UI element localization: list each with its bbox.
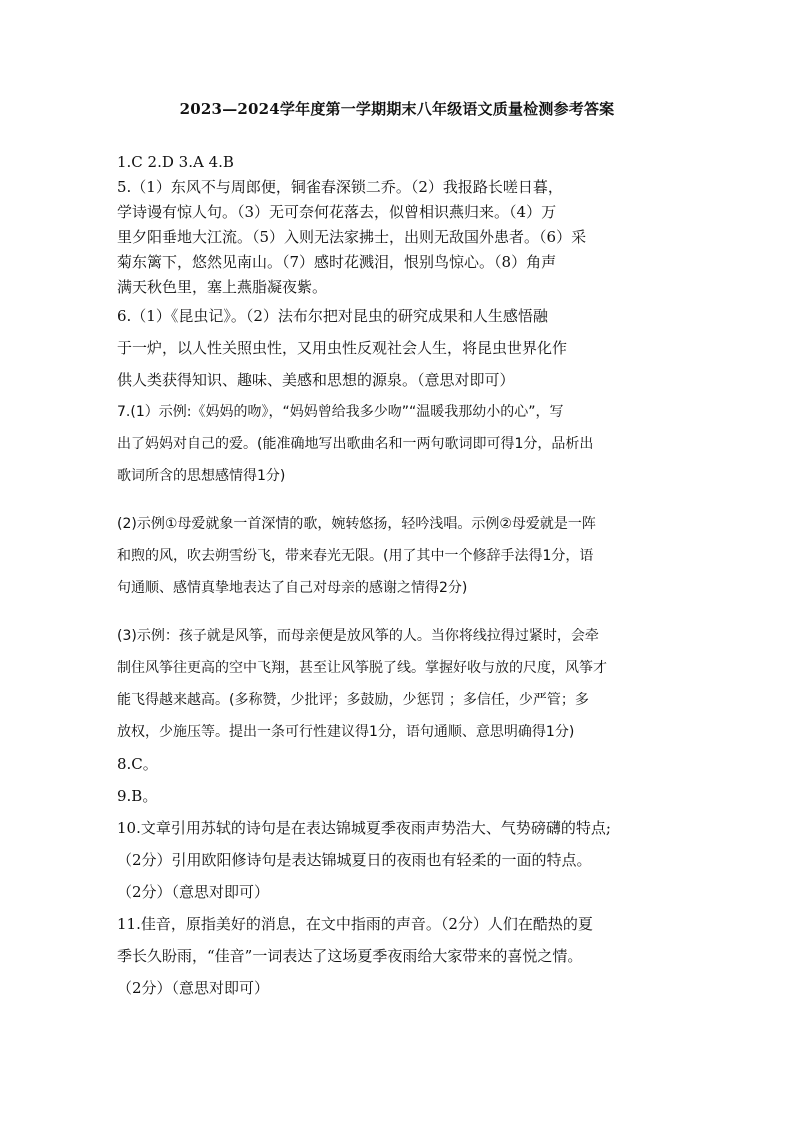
- answer-line: 8.C。: [117, 755, 158, 773]
- answer-line: 满天秋色里，塞上燕脂凝夜紫。: [117, 278, 328, 296]
- answer-line: 菊东篱下，悠然见南山。（7）感时花溅泪，恨别鸟惊心。（8）角声: [117, 253, 557, 271]
- answer-line: 1.C 2.D 3.A 4.B: [117, 153, 234, 171]
- answer-line: 学诗谩有惊人句。（3）无可奈何花落去，似曾相识燕归来。（4）万: [117, 203, 557, 221]
- answer-q6: [117, 300, 677, 396]
- answer-line: 放权，少施压等。提出一条可行性建议得1分，语句通顺、意思明确得1分): [117, 724, 575, 740]
- answer-q7-1: [117, 396, 677, 492]
- answer-q5: [117, 175, 677, 300]
- answer-line: 5.（1）东风不与周郎便，铜雀春深锁二乔。（2）我报路长嗟日暮，: [117, 178, 563, 196]
- answer-q1-4: [117, 150, 677, 175]
- answer-line: 季长久盼雨，“佳音”一词表达了这场夏季夜雨给大家带来的喜悦之情。: [117, 947, 583, 965]
- answer-line: 句通顺、感情真挚地表达了自己对母亲的感谢之情得2分): [117, 580, 468, 596]
- answer-line: 制住风筝往更高的空中飞翔，甚至让风筝脱了线。掌握好收与放的尺度，风筝才: [117, 660, 607, 676]
- answer-line: (2)示例①母爱就象一首深情的歌，婉转悠扬，轻吟浅唱。示例②母爱就是一阵: [117, 516, 596, 532]
- answer-line: 供人类获得知识、趣味、美感和思想的源泉。（意思对即可）: [117, 371, 515, 389]
- answer-line: （2分）（意思对即可）: [117, 979, 270, 997]
- answer-line: 于一炉，以人性关照虫性，又用虫性反观社会人生，将昆虫世界化作: [117, 339, 568, 357]
- answer-q7-2: [117, 508, 677, 604]
- answer-line: 歌词所含的思想感情得1分): [117, 468, 286, 484]
- answer-line: 出了妈妈对自己的爱。(能准确地写出歌曲名和一两句歌词即可得1分，品析出: [117, 436, 594, 452]
- answer-line: (3)示例：孩子就是风筝，而母亲便是放风筝的人。当你将线拉得过紧时，会牵: [117, 628, 599, 644]
- answer-q7-3: [117, 620, 677, 748]
- answer-line: 和煦的风，吹去朔雪纷飞，带来春光无限。(用了其中一个修辞手法得1分，语: [117, 548, 594, 564]
- answer-q10: [117, 812, 677, 908]
- answer-line: 能飞得越来越高。(多称赞，少批评；多鼓励，少惩罚 ；多信任，少严管；多: [117, 692, 589, 708]
- answer-line: 11.佳音，原指美好的消息，在文中指雨的声音。（2分）人们在酷热的夏: [117, 915, 593, 933]
- answer-line: 里夕阳垂地大江流。（5）入则无法家拂士，出则无敌国外患者。（6）采: [117, 228, 587, 246]
- answer-q8-9: [117, 748, 677, 812]
- document-title: 2023—2024学年度第一学期期末八年级语文质量检测参考答案: [179, 100, 615, 118]
- answer-line: 10.文章引用苏轼的诗句是在表达锦城夏季夜雨声势浩大、气势磅礴的特点;: [117, 819, 611, 837]
- answer-content: [117, 150, 677, 1004]
- answer-line: （2分）引用欧阳修诗句是表达锦城夏日的夜雨也有轻柔的一面的特点。: [117, 851, 592, 869]
- answer-line: 7.(1）示例:《妈妈的吻》，“妈妈曾给我多少吻”“温暖我那幼小的心”，写: [117, 404, 564, 420]
- answer-line: （2分）（意思对即可）: [117, 883, 270, 901]
- answer-line: 9.B。: [117, 787, 158, 805]
- answer-q11: [117, 908, 677, 1004]
- answer-line: 6.（1）《昆虫记》。（2）法布尔把对昆虫的研究成果和人生感悟融: [117, 307, 548, 325]
